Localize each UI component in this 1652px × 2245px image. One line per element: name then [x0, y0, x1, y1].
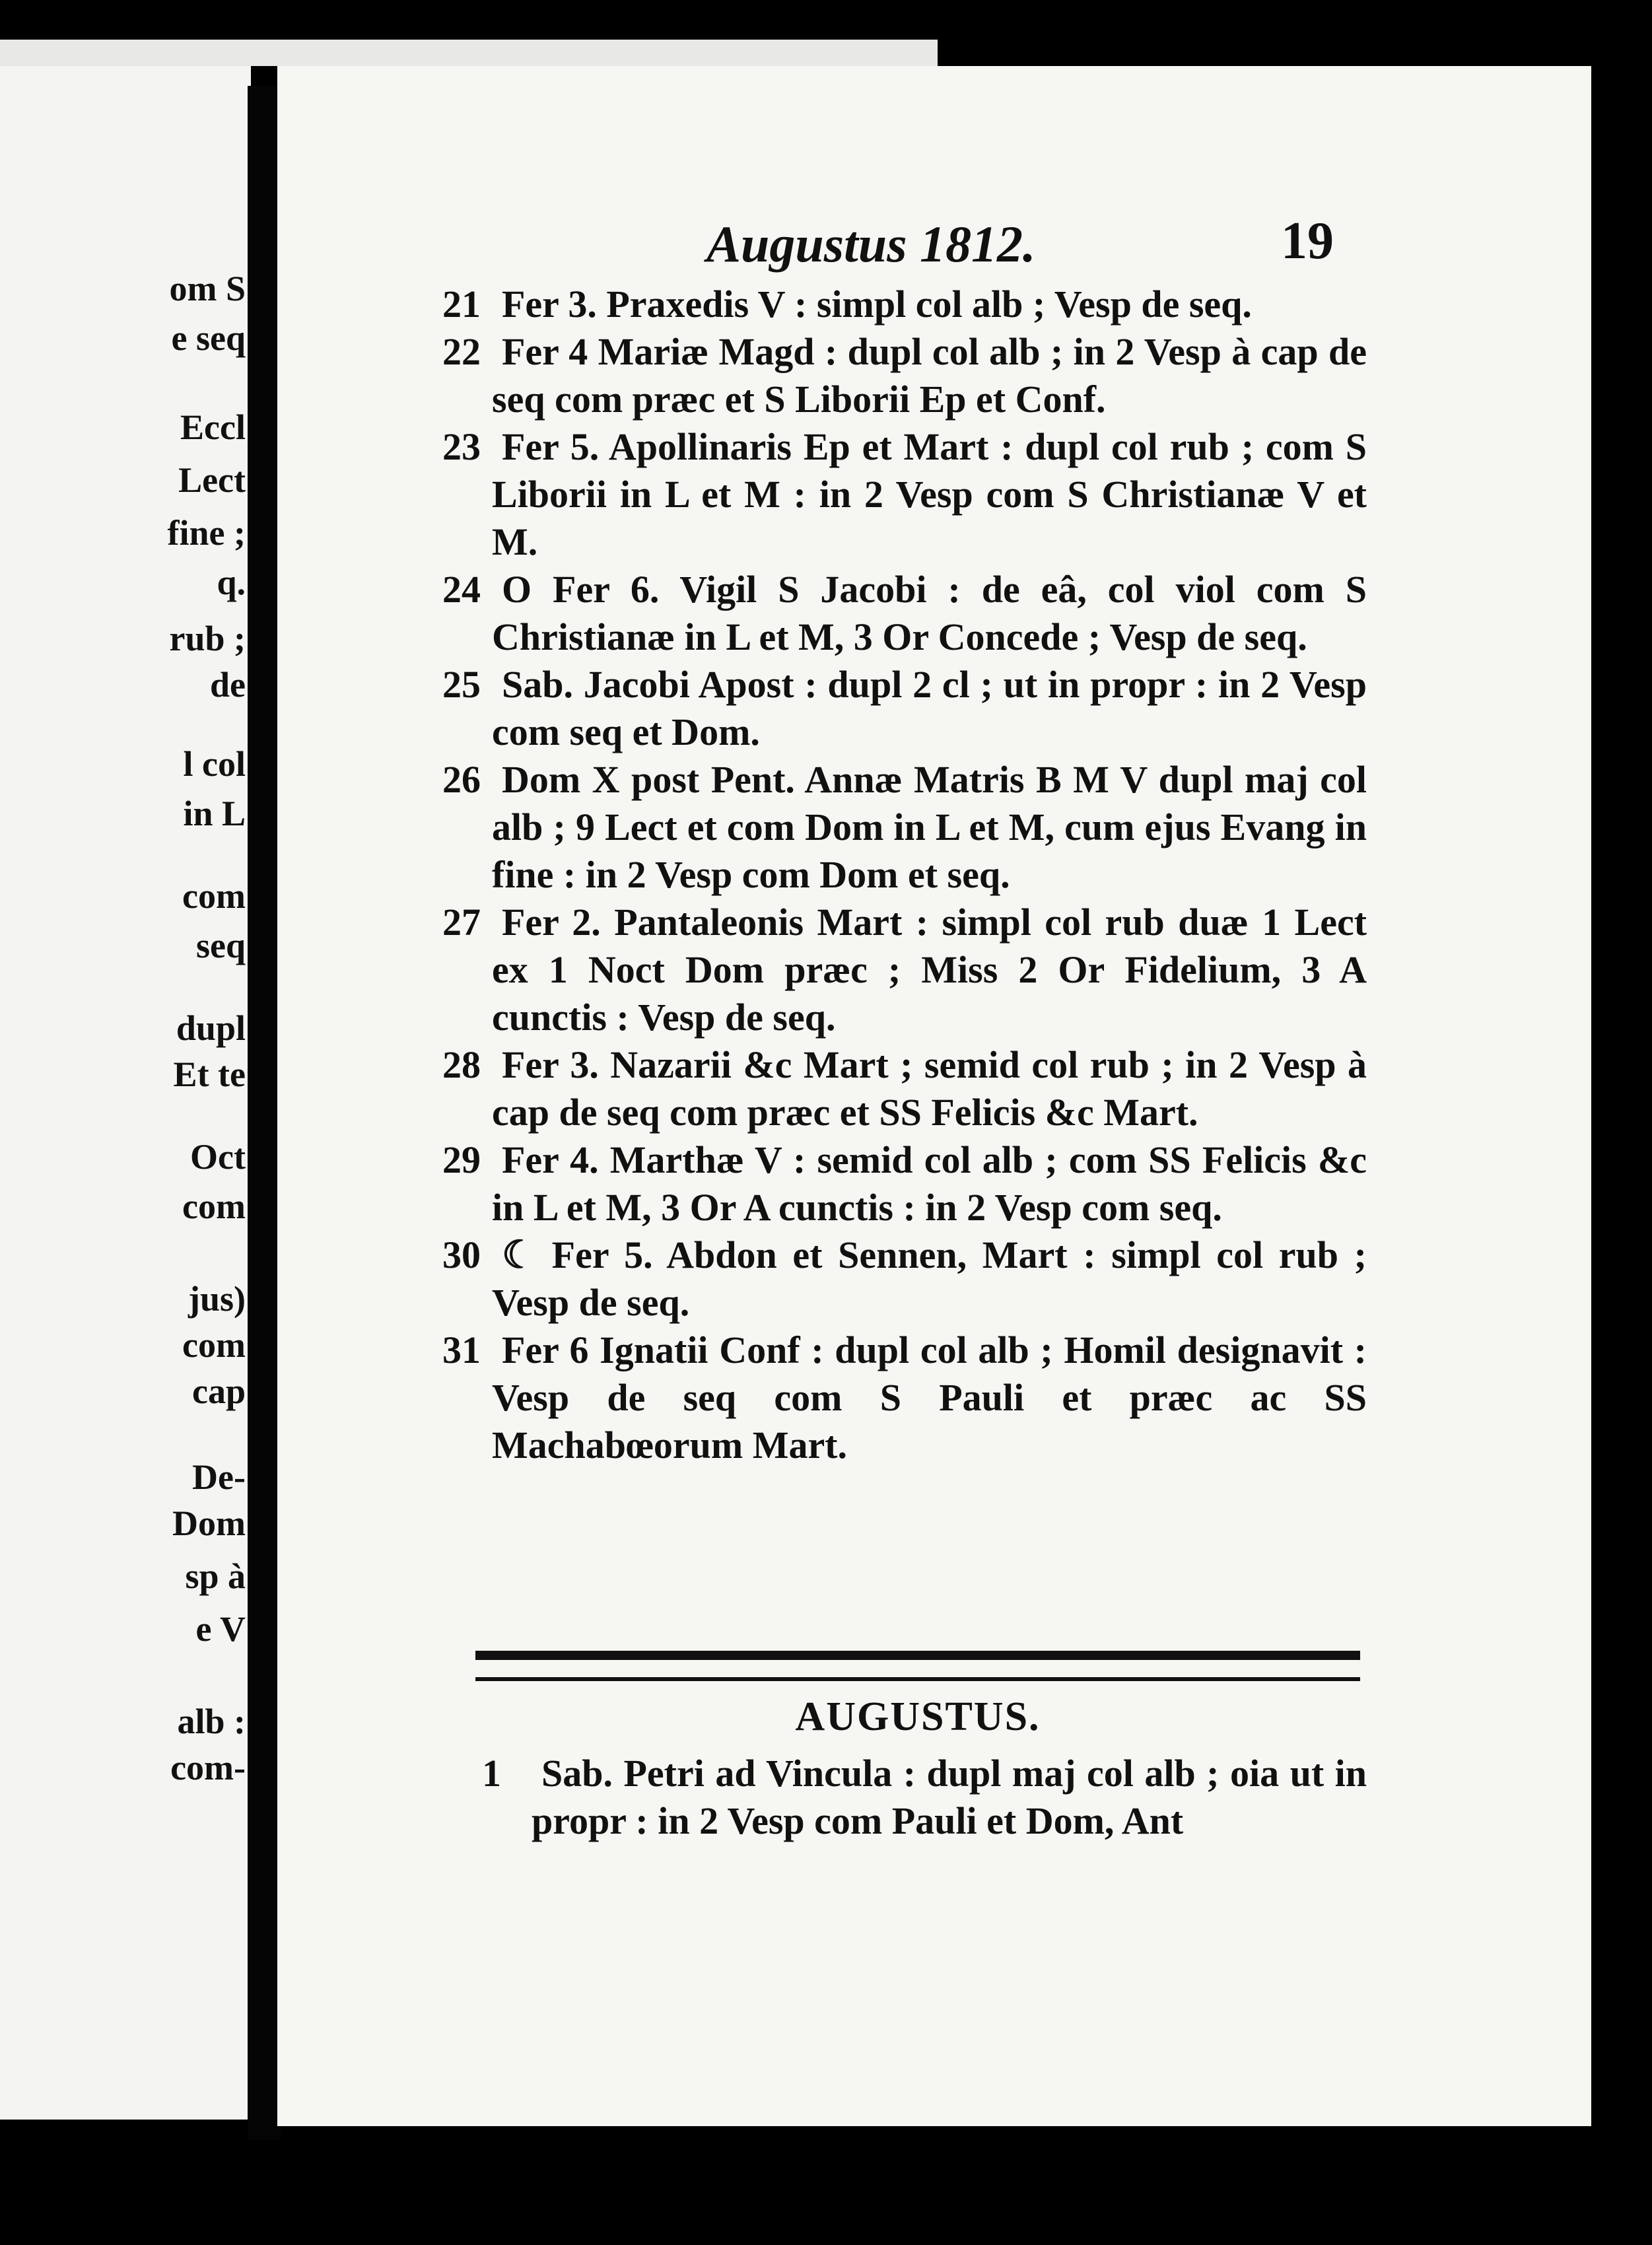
entry-text: O Fer 6. Vigil S Jacobi : de eâ, col viol com S Christianæ in L et M, 3 Or Concede ; Vesp de seq. — [492, 568, 1367, 658]
left-page-fragment-text: sp à — [185, 1556, 246, 1596]
entry-text: Sab. Jacobi Apost : dupl 2 cl ; ut in propr : in 2 Vesp com seq et Dom. — [492, 663, 1367, 753]
left-page-fragment-text: De- — [192, 1457, 246, 1497]
left-page-fragment-text: om S — [169, 269, 246, 308]
entry-text: Sab. Petri ad Vincula : dupl maj col alb ; oia ut in propr : in 2 Vesp com Pauli et Dom, Ant — [532, 1752, 1367, 1842]
entry-day: 28 — [442, 1043, 481, 1086]
left-page-fragment-text: com — [182, 1187, 246, 1226]
entry-text: Dom X post Pent. Annæ Matris B M V dupl maj col alb ; 9 Lect et com Dom in L et M, cum ejus Evang in fine : in 2 Vesp com Dom et seq. — [492, 758, 1367, 896]
left-page-fragment-text: de — [210, 665, 246, 705]
double-rule-thin — [475, 1677, 1360, 1681]
entry-day: 29 — [442, 1138, 481, 1181]
calendar-entry — [442, 661, 1367, 756]
entry-text: Fer 5. Apollinaris Ep et Mart : dupl col rub ; com S Liborii in L et M : in 2 Vesp com S Christianæ V et M. — [492, 425, 1367, 563]
calendar-entry — [482, 1750, 1367, 1845]
left-page-fragment-text: Lect — [178, 460, 246, 500]
running-title: Augustus 1812. — [706, 215, 1036, 273]
calendar-entry — [442, 423, 1367, 566]
left-page-fragment-text: Et te — [173, 1054, 246, 1094]
left-page-top-edge — [0, 40, 938, 66]
entry-day: 22 — [442, 330, 481, 373]
entry-day: 25 — [442, 663, 481, 706]
left-page-fragment-text: seq — [195, 926, 246, 965]
entry-text: Fer 4. Marthæ V : semid col alb ; com SS Felicis &c in L et M, 3 Or A cunctis : in 2 Vesp com seq. — [492, 1138, 1367, 1229]
entry-day: 26 — [442, 758, 481, 801]
left-page-fragment-text: dupl — [176, 1008, 246, 1048]
calendar-entry — [442, 566, 1367, 661]
left-page-fragment-text: Oct — [190, 1137, 246, 1177]
calendar-entry — [442, 1327, 1367, 1469]
entry-text: ☾ Fer 5. Abdon et Sennen, Mart : simpl col rub ; Vesp de seq. — [492, 1233, 1367, 1324]
left-page-fragment-text: Eccl — [180, 407, 246, 447]
double-rule-thick — [475, 1651, 1360, 1660]
entry-text: Fer 6 Ignatii Conf : dupl col alb ; Homil designavit : Vesp de seq com S Pauli et præc ac SS Machabœorum Mart. — [492, 1329, 1367, 1467]
left-page-fragment — [0, 66, 251, 2120]
left-page-fragment-text: rub ; — [169, 619, 246, 658]
left-page-fragment-text: jus) — [188, 1279, 246, 1319]
calendar-entry — [442, 281, 1367, 328]
page-number: 19 — [1281, 212, 1334, 270]
left-page-fragment-text: fine ; — [167, 513, 246, 553]
calendar-entry — [442, 899, 1367, 1041]
entry-text: Fer 4 Mariæ Magd : dupl col alb ; in 2 Vesp à cap de seq com præc et S Liborii Ep et Conf. — [492, 330, 1367, 421]
left-page-fragment-text: com- — [170, 1748, 246, 1787]
entry-text: Fer 3. Nazarii &c Mart ; semid col rub ; in 2 Vesp à cap de seq com præc et SS Felicis &c Mart. — [492, 1043, 1367, 1134]
left-page-fragment-text: Dom — [172, 1503, 246, 1543]
left-page-fragment-text: q. — [217, 563, 246, 602]
entry-day: 23 — [442, 425, 481, 468]
entry-day: 27 — [442, 901, 481, 944]
entry-day: 24 — [442, 568, 481, 611]
calendar-entry — [442, 1231, 1367, 1327]
left-page-fragment-text: com — [182, 1325, 246, 1365]
calendar-entry — [442, 1136, 1367, 1231]
left-page-fragment-text: com — [182, 876, 246, 916]
entry-text: Fer 2. Pantaleonis Mart : simpl col rub duæ 1 Lect ex 1 Noct Dom præc ; Miss 2 Or Fidelium, 3 A cunctis : Vesp de seq. — [492, 901, 1367, 1039]
left-page-fragment-text: e seq — [171, 318, 246, 358]
left-page-fragment-text: alb : — [177, 1702, 246, 1741]
book-gutter — [248, 86, 281, 2139]
entry-day: 1 — [482, 1752, 501, 1795]
section-entries — [482, 1750, 1367, 1845]
entry-day: 31 — [442, 1329, 481, 1371]
left-page-fragment-text: in L — [183, 794, 246, 833]
left-page-fragment-text: e V — [195, 1609, 246, 1649]
entry-text: Fer 3. Praxedis V : simpl col alb ; Vesp de seq. — [502, 283, 1252, 326]
left-page-fragment-text: cap — [192, 1371, 246, 1411]
left-page-fragment-text: l col — [183, 744, 246, 784]
entry-day: 21 — [442, 283, 481, 326]
calendar-entry — [442, 328, 1367, 423]
calendar-entry — [442, 1041, 1367, 1136]
calendar-entries — [442, 281, 1367, 1469]
calendar-entry — [442, 756, 1367, 899]
section-heading: AUGUSTUS. — [795, 1694, 1041, 1739]
entry-day: 30 — [442, 1233, 481, 1276]
